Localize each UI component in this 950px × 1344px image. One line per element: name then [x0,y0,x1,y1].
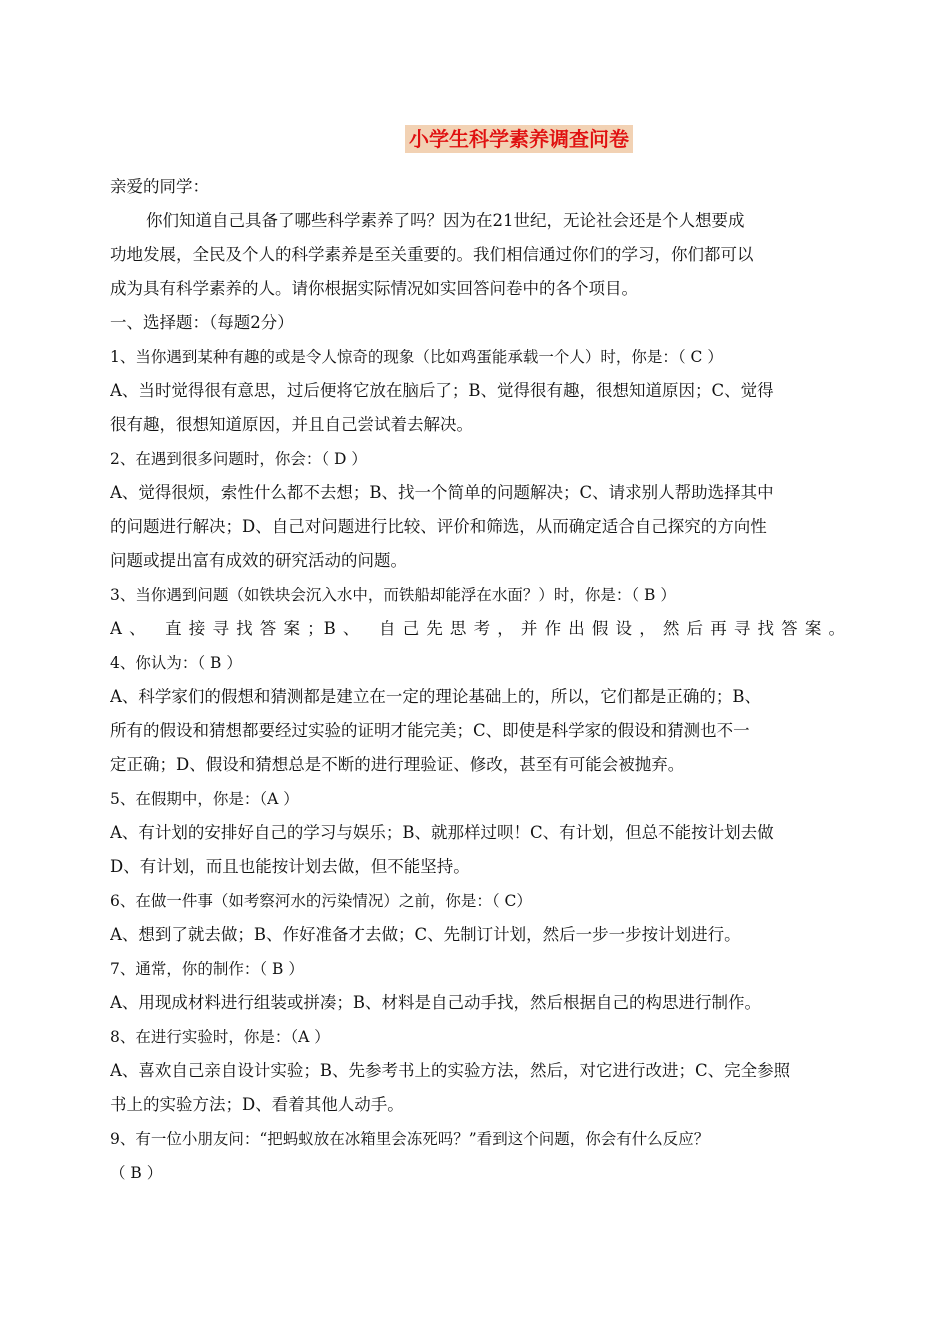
question-5-options: D、有计划，而且也能按计划去做，但不能坚持。 [110,857,470,876]
question-5: 5、在假期中，你是：（A ） [110,790,299,808]
question-4-options: 定正确；D、假设和猜想总是不断的进行理验证、修改，甚至有可能会被抛弃。 [110,755,685,774]
question-9: 9、有一位小朋友问：“把蚂蚁放在冰箱里会冻死吗？”看到这个问题，你会有什么反应？ [110,1130,710,1148]
question-3-options: A、 直接寻找答案；B、 自己先思考，并作出假设，然后再寻找答案。 [110,619,845,638]
question-7: 7、通常，你的制作：（ B ） [110,960,304,978]
section-heading: 一、选择题：（每题2分） [110,313,294,332]
question-4-options: A、科学家们的假想和猜测都是建立在一定的理论基础上的，所以，它们都是正确的；B、 [110,687,762,706]
question-2: 2、在遇到很多问题时，你会：（ D ） [110,450,367,468]
question-2-options: A、觉得很烦，索性什么都不去想；B、找一个简单的问题解决；C、请求别人帮助选择其中 [110,483,774,502]
question-1-options: 很有趣，很想知道原因，并且自己尝试着去解决。 [110,415,473,434]
intro-line: 成为具有科学素养的人。请你根据实际情况如实回答问卷中的各个项目。 [110,279,638,298]
question-4: 4、你认为：（ B ） [110,654,242,672]
question-9-answer: （ B ） [110,1164,163,1182]
question-1-options: A、当时觉得很有意思，过后便将它放在脑后了；B、觉得很有趣，很想知道原因；C、觉得 [110,381,774,400]
document-body [110,170,845,1190]
question-5-options: A、有计划的安排好自己的学习与娱乐；B、就那样过呗！C、有计划，但总不能按计划去做 [110,823,774,842]
question-4-options: 所有的假设和猜想都要经过实验的证明才能完美；C、即使是科学家的假设和猜测也不一 [110,721,750,740]
question-8: 8、在进行实验时，你是：（A ） [110,1028,330,1046]
title-container [0,125,950,153]
intro-line: 功地发展，全民及个人的科学素养是至关重要的。我们相信通过你们的学习，你们都可以 [110,245,754,264]
question-2-options: 的问题进行解决；D、自己对问题进行比较、评价和筛选，从而确定适合自己探究的方向性 [110,517,767,536]
question-6: 6、在做一件事（如考察河水的污染情况）之前，你是：（ C） [110,892,532,910]
greeting: 亲爱的同学： [110,177,209,196]
document-title: 小学生科学素养调查问卷 [405,125,633,153]
intro-line: 你们知道自己具备了哪些科学素养了吗？因为在21世纪，无论社会还是个人想要成 [146,211,745,230]
question-6-options: A、想到了就去做；B、作好准备才去做；C、先制订计划，然后一步一步按计划进行。 [110,925,741,944]
question-1: 1、当你遇到某种有趣的或是令人惊奇的现象（比如鸡蛋能承载一个人）时，你是：（ C ） [110,348,723,366]
question-8-options: 书上的实验方法；D、看着其他人动手。 [110,1095,404,1114]
question-8-options: A、喜欢自己亲自设计实验；B、先参考书上的实验方法，然后，对它进行改进；C、完全参照 [110,1061,791,1080]
question-7-options: A、用现成材料进行组装或拼凑；B、材料是自己动手找，然后根据自己的构思进行制作。 [110,993,762,1012]
question-3: 3、当你遇到问题（如铁块会沉入水中，而铁船却能浮在水面？）时，你是：（ B ） [110,586,676,604]
question-2-options: 问题或提出富有成效的研究活动的问题。 [110,551,407,570]
